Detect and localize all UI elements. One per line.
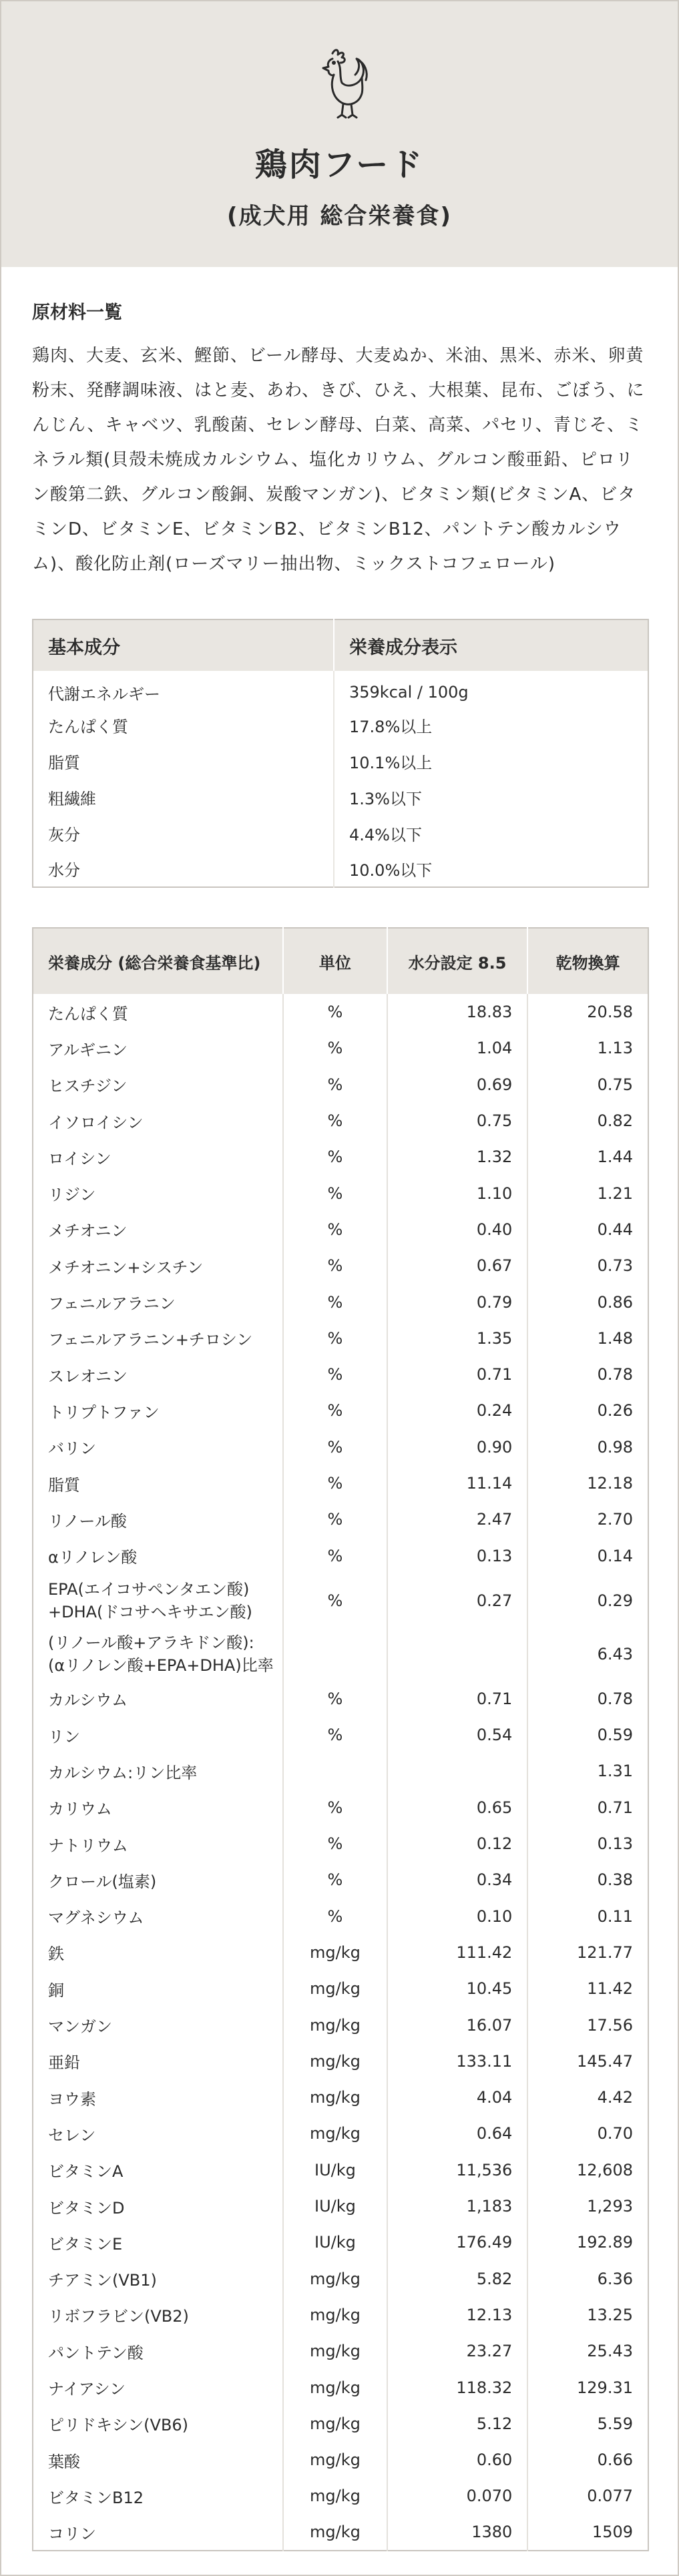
unit-cell: %	[283, 1175, 387, 1211]
as-fed-value-cell: 1,183	[387, 2188, 528, 2224]
dry-matter-value-cell: 1.44	[597, 1147, 633, 1167]
as-fed-value-cell: 16.07	[387, 2007, 528, 2043]
as-fed-value-cell: 0.13	[387, 1537, 528, 1573]
table-row	[33, 1574, 648, 1627]
nutrient-name-cell: メチオニン+シスチン	[33, 1248, 283, 1284]
as-fed-value-cell: 4.04	[387, 2079, 528, 2115]
as-fed-value-cell: 0.90	[387, 1429, 528, 1465]
nutrient-name-cell: 脂質	[33, 743, 334, 779]
unit-cell: %	[283, 1103, 387, 1139]
nutrient-name-cell: たんぱく質	[33, 707, 334, 743]
dry-matter-value-cell: 0.82	[597, 1111, 633, 1131]
nutrient-name-cell: 代謝エネルギー	[33, 671, 334, 707]
table-row	[33, 1862, 648, 1898]
table-row	[33, 1139, 648, 1175]
nutrient-name-cell: ピリドキシン(VB6)	[33, 2406, 283, 2442]
as-fed-value-cell: 0.070	[387, 2478, 528, 2514]
table-header-row	[33, 928, 648, 994]
table-row	[33, 1465, 648, 1501]
table-row	[33, 1067, 648, 1103]
nutrient-value-cell: 359kcal / 100g	[349, 683, 469, 702]
as-fed-value-cell: 12.13	[387, 2297, 528, 2333]
dry-matter-value-cell: 12.18	[587, 1474, 633, 1493]
unit-cell: mg/kg	[283, 2333, 387, 2369]
table-row	[33, 1971, 648, 2007]
unit-cell: %	[283, 1320, 387, 1356]
nutrient-name-cell: カルシウム	[33, 1681, 283, 1717]
unit-cell: mg/kg	[283, 2478, 387, 2514]
nutrient-name-cell: ビタミンD	[33, 2188, 283, 2224]
table-row	[33, 779, 648, 815]
unit-cell: %	[283, 1212, 387, 1248]
unit-cell: %	[283, 1248, 387, 1284]
nutrient-name-cell: チアミン(VB1)	[33, 2261, 283, 2297]
column-header: 水分設定 8.5	[387, 928, 528, 994]
nutrient-name-cell: リジン	[33, 1175, 283, 1211]
table-row	[33, 1320, 648, 1356]
dry-matter-value-cell: 4.42	[597, 2088, 633, 2107]
dry-matter-value-cell: 0.70	[597, 2124, 633, 2143]
column-header: 栄養成分 (総合栄養食基準比)	[33, 928, 283, 994]
table-row	[33, 1175, 648, 1211]
dry-matter-value-cell: 0.75	[597, 1075, 633, 1094]
as-fed-value-cell: 1380	[387, 2515, 528, 2551]
table-row	[33, 2369, 648, 2405]
dry-matter-value-cell: 5.59	[597, 2414, 633, 2433]
nutrient-name-cell: 灰分	[33, 815, 334, 851]
dry-matter-value-cell: 0.14	[597, 1546, 633, 1565]
table-row	[33, 1753, 648, 1789]
as-fed-value-cell: 5.12	[387, 2406, 528, 2442]
as-fed-value-cell: 0.65	[387, 1790, 528, 1826]
dry-matter-value-cell: 25.43	[587, 2342, 633, 2361]
unit-cell: %	[283, 1284, 387, 1320]
unit-cell: %	[283, 1826, 387, 1862]
table-row	[33, 2152, 648, 2188]
table-row	[33, 2442, 648, 2478]
table-row	[33, 1429, 648, 1465]
unit-cell: %	[283, 994, 387, 1030]
unit-cell: %	[283, 1139, 387, 1175]
as-fed-value-cell: 23.27	[387, 2333, 528, 2369]
dry-matter-value-cell: 1.13	[597, 1039, 633, 1058]
table-row	[33, 815, 648, 851]
unit-cell: mg/kg	[283, 2007, 387, 2043]
dry-matter-value-cell: 0.44	[597, 1220, 633, 1239]
table-row	[33, 2115, 648, 2151]
table-row	[33, 1103, 648, 1139]
unit-cell: IU/kg	[283, 2224, 387, 2260]
nutrient-name-cell: 脂質	[33, 1465, 283, 1501]
dry-matter-value-cell: 12,608	[577, 2160, 633, 2179]
nutrient-table	[32, 927, 649, 2551]
as-fed-value-cell	[387, 1627, 528, 1681]
table-row	[33, 2406, 648, 2442]
as-fed-value-cell: 5.82	[387, 2261, 528, 2297]
dry-matter-value-cell: 0.73	[597, 1256, 633, 1276]
table-row	[33, 1681, 648, 1717]
page-subtitle: (成犬用 総合栄養食)	[227, 203, 452, 230]
nutrient-name-cell: フェニルアラニン	[33, 1284, 283, 1320]
table-row	[33, 1717, 648, 1753]
nutrient-name-cell: バリン	[33, 1429, 283, 1465]
as-fed-value-cell: 11,536	[387, 2152, 528, 2188]
as-fed-value-cell: 0.69	[387, 1067, 528, 1103]
as-fed-value-cell: 0.79	[387, 1284, 528, 1320]
as-fed-value-cell: 0.27	[387, 1574, 528, 1627]
table-row	[33, 671, 648, 707]
table-row	[33, 1212, 648, 1248]
table-row	[33, 1248, 648, 1284]
as-fed-value-cell: 0.60	[387, 2442, 528, 2478]
table-row	[33, 1356, 648, 1392]
dry-matter-value-cell: 0.66	[597, 2451, 633, 2470]
nutrient-name-cell: ナトリウム	[33, 1826, 283, 1862]
table-row	[33, 1501, 648, 1537]
unit-cell: mg/kg	[283, 2115, 387, 2151]
nutrient-value-cell: 17.8%以上	[349, 717, 433, 736]
table-row	[33, 2007, 648, 2043]
table-row	[33, 2333, 648, 2369]
unit-cell: mg/kg	[283, 2079, 387, 2115]
dry-matter-value-cell: 1.31	[597, 1762, 633, 1781]
as-fed-value-cell: 0.67	[387, 1248, 528, 1284]
as-fed-value-cell: 0.40	[387, 1212, 528, 1248]
table-row	[33, 2515, 648, 2551]
table-row	[33, 743, 648, 779]
table-row	[33, 1030, 648, 1066]
nutrient-name-cell: メチオニン	[33, 1212, 283, 1248]
as-fed-value-cell: 1.04	[387, 1030, 528, 1066]
dry-matter-value-cell: 6.43	[597, 1644, 633, 1663]
as-fed-value-cell: 0.75	[387, 1103, 528, 1139]
table-row	[33, 2297, 648, 2333]
dry-matter-value-cell: 2.70	[597, 1510, 633, 1529]
nutrient-name-cell: アルギニン	[33, 1030, 283, 1066]
table-row	[33, 2261, 648, 2297]
unit-cell: IU/kg	[283, 2152, 387, 2188]
table-row	[33, 2188, 648, 2224]
dry-matter-value-cell: 0.26	[597, 1401, 633, 1421]
nutrient-name-cell: リン	[33, 1717, 283, 1753]
unit-cell: %	[283, 1465, 387, 1501]
nutrient-name-cell: EPA(エイコサペンタエン酸) +DHA(ドコサヘキサエン酸)	[33, 1574, 283, 1627]
dry-matter-value-cell: 1509	[592, 2523, 633, 2542]
dry-matter-value-cell: 0.59	[597, 1726, 633, 1745]
ingredients-heading: 原材料一覧	[32, 302, 122, 323]
table-row	[33, 851, 648, 887]
ingredients-text: 鶏肉、大麦、玄米、鰹節、ビール酵母、大麦ぬか、米油、黒米、赤米、卵黄粉末、発酵調味液、はと麦、あわ、きび、ひえ、大根葉、昆布、ごぼう、にんじん、キャベツ、乳酸菌、セレン酵母、白菜、高菜、パセリ、青じそ、ミネラル類(貝殻未焼成カルシウム、塩化カリウム、グルコン酸亜鉛、ピロリン酸第二鉄、グルコン酸銅、炭酸マンガン)、ビタミン類(ビタミンA、ビタミンD、ビタミンE、ビタミンB2、ビタミンB12、パントテン酸カルシウム)、酸化防止剤(ローズマリー抽出物、ミックストコフェロール)	[32, 346, 645, 574]
dry-matter-value-cell: 0.38	[597, 1870, 633, 1890]
unit-cell: %	[283, 1898, 387, 1935]
unit-cell: %	[283, 1067, 387, 1103]
nutrient-name-cell: ロイシン	[33, 1139, 283, 1175]
unit-cell: %	[283, 1862, 387, 1898]
unit-cell: %	[283, 1392, 387, 1429]
dry-matter-value-cell: 129.31	[577, 2378, 633, 2397]
nutrient-name-cell: トリプトファン	[33, 1392, 283, 1429]
table-header-row	[33, 619, 648, 671]
rooster-icon	[308, 45, 373, 125]
unit-cell: mg/kg	[283, 2297, 387, 2333]
unit-cell: mg/kg	[283, 2515, 387, 2551]
table-row	[33, 1898, 648, 1935]
header-banner	[1, 1, 678, 267]
dry-matter-value-cell: 0.78	[597, 1689, 633, 1708]
as-fed-value-cell: 11.14	[387, 1465, 528, 1501]
nutrient-name-cell: イソロイシン	[33, 1103, 283, 1139]
table-row	[33, 1392, 648, 1429]
dry-matter-value-cell: 0.077	[587, 2487, 633, 2506]
column-header: 栄養成分表示	[334, 619, 648, 671]
as-fed-value-cell: 0.10	[387, 1898, 528, 1935]
dry-matter-value-cell: 0.78	[597, 1365, 633, 1384]
nutrient-name-cell: ヒスチジン	[33, 1067, 283, 1103]
column-header: 乾物換算	[527, 928, 648, 994]
table-row	[33, 2478, 648, 2514]
nutrient-name-cell: 水分	[33, 851, 334, 887]
nutrient-name-cell: 亜鉛	[33, 2043, 283, 2079]
as-fed-value-cell: 2.47	[387, 1501, 528, 1537]
unit-cell: mg/kg	[283, 1935, 387, 1971]
as-fed-value-cell: 0.24	[387, 1392, 528, 1429]
table-row	[33, 2224, 648, 2260]
nutrient-name-cell: 葉酸	[33, 2442, 283, 2478]
table-row	[33, 1537, 648, 1573]
nutrient-name-cell: リノール酸	[33, 1501, 283, 1537]
dry-matter-value-cell: 0.13	[597, 1834, 633, 1854]
as-fed-value-cell: 1.32	[387, 1139, 528, 1175]
as-fed-value-cell: 18.83	[387, 994, 528, 1030]
basic-composition-table	[32, 619, 649, 888]
as-fed-value-cell: 0.71	[387, 1356, 528, 1392]
table-row	[33, 1826, 648, 1862]
unit-cell: %	[283, 1717, 387, 1753]
unit-cell	[283, 1753, 387, 1789]
as-fed-value-cell: 0.34	[387, 1862, 528, 1898]
table-row	[33, 1627, 648, 1681]
nutrient-name-cell: カルシウム:リン比率	[33, 1753, 283, 1789]
nutrient-name-cell: スレオニン	[33, 1356, 283, 1392]
unit-cell: IU/kg	[283, 2188, 387, 2224]
nutrient-name-cell: コリン	[33, 2515, 283, 2551]
nutrient-value-cell: 4.4%以下	[349, 825, 422, 844]
table-row	[33, 1284, 648, 1320]
dry-matter-value-cell: 0.86	[597, 1292, 633, 1312]
nutrient-name-cell: (リノール酸+アラキドン酸): (αリノレン酸+EPA+DHA)比率	[33, 1627, 283, 1681]
unit-cell: mg/kg	[283, 2406, 387, 2442]
dry-matter-value-cell: 1.21	[597, 1184, 633, 1203]
dry-matter-value-cell: 20.58	[587, 1003, 633, 1022]
nutrient-name-cell: たんぱく質	[33, 994, 283, 1030]
unit-cell: %	[283, 1537, 387, 1573]
table-row	[33, 707, 648, 743]
table-row	[33, 1790, 648, 1826]
table-row	[33, 2043, 648, 2079]
unit-cell: %	[283, 1574, 387, 1627]
dry-matter-value-cell: 6.36	[597, 2269, 633, 2288]
unit-cell: %	[283, 1356, 387, 1392]
nutrient-name-cell: ナイアシン	[33, 2369, 283, 2405]
dry-matter-value-cell: 1,293	[587, 2197, 633, 2216]
as-fed-value-cell: 10.45	[387, 1971, 528, 2007]
as-fed-value-cell: 0.12	[387, 1826, 528, 1862]
as-fed-value-cell: 118.32	[387, 2369, 528, 2405]
dry-matter-value-cell: 145.47	[577, 2051, 633, 2071]
nutrient-name-cell: 銅	[33, 1971, 283, 2007]
dry-matter-value-cell: 192.89	[577, 2233, 633, 2252]
nutrient-name-cell: マンガン	[33, 2007, 283, 2043]
nutrient-name-cell: クロール(塩素)	[33, 1862, 283, 1898]
nutrient-name-cell: セレン	[33, 2115, 283, 2151]
dry-matter-value-cell: 13.25	[587, 2305, 633, 2324]
dry-matter-value-cell: 0.11	[597, 1906, 633, 1926]
nutrient-name-cell: αリノレン酸	[33, 1537, 283, 1573]
nutrient-name-cell: 粗繊維	[33, 779, 334, 815]
unit-cell: mg/kg	[283, 2043, 387, 2079]
as-fed-value-cell: 0.71	[387, 1681, 528, 1717]
as-fed-value-cell	[387, 1753, 528, 1789]
as-fed-value-cell: 1.35	[387, 1320, 528, 1356]
unit-cell: %	[283, 1681, 387, 1717]
unit-cell: mg/kg	[283, 1971, 387, 2007]
dry-matter-value-cell: 0.29	[597, 1591, 633, 1610]
nutrient-name-cell: ビタミンA	[33, 2152, 283, 2188]
dry-matter-value-cell: 0.71	[597, 1798, 633, 1817]
as-fed-value-cell: 111.42	[387, 1935, 528, 1971]
ingredients-section	[32, 298, 650, 581]
nutrient-name-cell: 鉄	[33, 1935, 283, 1971]
page-title: 鶏肉フード	[254, 146, 425, 184]
dry-matter-value-cell: 17.56	[587, 2015, 633, 2035]
nutrient-name-cell: フェニルアラニン+チロシン	[33, 1320, 283, 1356]
nutrient-value-cell: 10.0%以下	[349, 861, 433, 880]
as-fed-value-cell: 1.10	[387, 1175, 528, 1211]
unit-cell: mg/kg	[283, 2442, 387, 2478]
unit-cell: mg/kg	[283, 2369, 387, 2405]
nutrient-name-cell: ビタミンE	[33, 2224, 283, 2260]
nutrient-name-cell: ビタミンB12	[33, 2478, 283, 2514]
dry-matter-value-cell: 121.77	[577, 1943, 633, 1962]
table-row	[33, 994, 648, 1030]
dry-matter-value-cell: 1.48	[597, 1328, 633, 1348]
unit-cell: %	[283, 1790, 387, 1826]
nutrient-name-cell: マグネシウム	[33, 1898, 283, 1935]
nutrient-name-cell: パントテン酸	[33, 2333, 283, 2369]
as-fed-value-cell: 0.54	[387, 1717, 528, 1753]
nutrient-value-cell: 10.1%以上	[349, 753, 433, 772]
as-fed-value-cell: 0.64	[387, 2115, 528, 2151]
column-header: 単位	[283, 928, 387, 994]
unit-cell: mg/kg	[283, 2261, 387, 2297]
nutrient-value-cell: 1.3%以下	[349, 789, 422, 808]
unit-cell: %	[283, 1501, 387, 1537]
table-row	[33, 1935, 648, 1971]
unit-cell	[283, 1627, 387, 1681]
dry-matter-value-cell: 0.98	[597, 1437, 633, 1457]
as-fed-value-cell: 133.11	[387, 2043, 528, 2079]
table-row	[33, 2079, 648, 2115]
unit-cell: %	[283, 1429, 387, 1465]
unit-cell: %	[283, 1030, 387, 1066]
column-header: 基本成分	[33, 619, 334, 671]
as-fed-value-cell: 176.49	[387, 2224, 528, 2260]
dry-matter-value-cell: 11.42	[587, 1979, 633, 1999]
nutrient-name-cell: ヨウ素	[33, 2079, 283, 2115]
nutrient-name-cell: カリウム	[33, 1790, 283, 1826]
nutrient-name-cell: リボフラビン(VB2)	[33, 2297, 283, 2333]
